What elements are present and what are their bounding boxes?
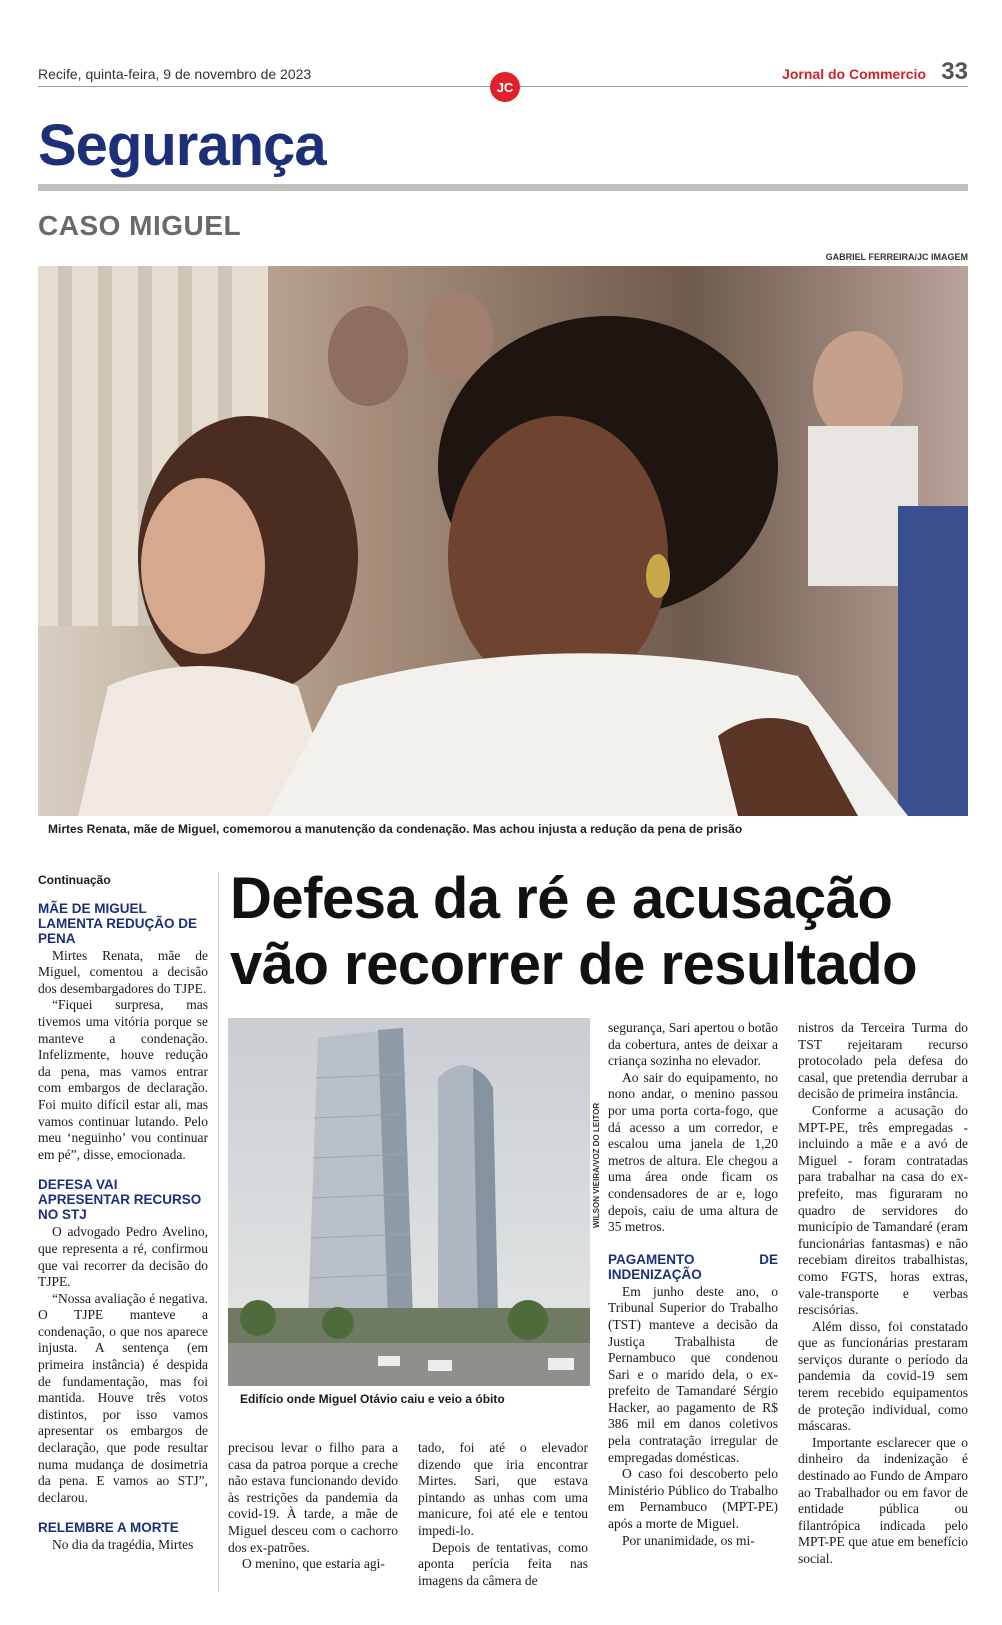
section-title: Segurança (38, 113, 326, 178)
paragraph: Conforme a acusação do MPT-PE, três empregadas - incluindo a mãe e a avó de Miguel - foram contratadas para trabalhar na casa do ex-prefeito, mas figuraram no quadro de servidores do município de Tamandaré (eram funcionárias fantasmas) e não recebiam direitos trabalhistas, como FGTS, horas extras, vale-transporte e verbas rescisórias. (798, 1102, 968, 1318)
paragraph: Em junho deste ano, o Tribunal Superior do Trabalho (TST) manteve a decisão da Justiça Trabalhista de Pernambuco que condenou Sari e o marido dela, o ex-prefeito de Tamandaré Sérgio Hacker, ao pagamento de R$ 386 mil em danos coletivos pela contratação irregular de empregadas domésticas. (608, 1283, 778, 1465)
paragraph: Importante esclarecer que o dinheiro da indenização é destinado ao Fundo de Amparo ao Trabalhador ou em favor de entidade pública ou filantrópica indicada pelo MPT-PE que atue em benefício social. (798, 1434, 968, 1566)
paragraph: O menino, que estaria agi- (242, 1556, 385, 1572)
paragraph: segurança, Sari apertou o botão da cobertura, antes de deixar a criança sozinha no elevador. (608, 1020, 778, 1069)
publication-date: Recife, quinta-feira, 9 de novembro de 2023 (38, 66, 312, 82)
paragraph: precisou levar o filho para a casa da patroa porque a creche não estava funcionando devido às restrições da pandemia da covid-19. À tarde, a mãe de Miguel desceu com o cachorro dos ex-patrões. (228, 1440, 398, 1555)
paragraph: No dia da tragédia, Mirtes (52, 1537, 194, 1553)
article-column-2 (418, 1440, 588, 1589)
newspaper-brand: Jornal do Commercio (782, 66, 926, 82)
paragraph: Por unanimidade, os mi- (622, 1532, 755, 1548)
section-divider (38, 184, 968, 191)
sidebar-continuation (38, 872, 208, 1554)
paragraph: Depois de tentativas, como aponta perícia feita nas imagens da câmera de (418, 1539, 588, 1588)
paragraph: nistros da Terceira Turma do TST rejeitaram recurso protocolado pela defesa do casal, que pretendia derrubar a decisão de primeira instância. (798, 1020, 968, 1102)
subhead-pagamento: PAGAMENTO DE INDENIZAÇÃO (608, 1251, 778, 1282)
subhead-defesa: DEFESA VAI APRESENTAR RECURSO NO STJ (38, 1177, 202, 1223)
photo-caption: Mirtes Renata, mãe de Miguel, comemorou a manutenção da condenação. Mas achou injusta a redução da pena de prisão (48, 822, 743, 836)
paragraph: tado, foi até o elevador dizendo que iria encontrar Mirtes. Sari, que estava pintando as unhas com uma manicure, foi até ele e tentou impedi-lo. (418, 1440, 588, 1538)
building-photo-illustration (228, 1018, 590, 1386)
subhead-relembre: RELEMBRE A MORTE (38, 1520, 179, 1536)
paragraph: Mirtes Renata, mãe de Miguel, comentou a decisão dos desembargadores do TJPE. (38, 947, 208, 996)
main-photo-illustration (38, 266, 968, 816)
paragraph: Ao sair do equipamento, no nono andar, o menino passou por uma porta corta-fogo, que dá acesso a um corredor, e escalou uma janela de 1,20 metros de altura. Ele chegou a uma área onde ficam os condensadores de ar e, logo depois, caiu de uma altura de 35 metros. (608, 1069, 778, 1235)
article-column-4 (798, 1020, 968, 1568)
paragraph: O advogado Pedro Avelino, que representa a ré, confirmou que vai recorrer da decisão do TJPE. (38, 1224, 208, 1290)
paragraph: “Nossa avaliação é negativa. O TJPE manteve a condenação, o que nos aparece injusta. A sentença (em primeira instância) é despida de fundamentação, mas foi mantida. Houve três votos distintos, por isso vamos apresentar os embargos de declaração, que pode resultar numa mudança de dosimetria da pena. E vamos ao STJ”, declarou. (38, 1290, 208, 1505)
page-header (38, 58, 968, 95)
subhead-mae: MÃE DE MIGUEL LAMENTA REDUÇÃO DE PENA (38, 900, 197, 946)
column-divider (218, 872, 219, 1592)
paragraph: O caso foi descoberto pelo Ministério Público do Trabalho em Pernambuco (MPT-PE) após a morte de Miguel. (608, 1466, 778, 1532)
article-column-3 (608, 1020, 778, 1549)
article-headline: Defesa da ré e acusação vão recorrer de resultado (230, 866, 918, 997)
article-column-1 (228, 1440, 398, 1573)
jc-logo: JC (490, 72, 520, 102)
building-photo-caption: Edifício onde Miguel Otávio caiu e veio a óbito (240, 1392, 505, 1406)
story-kicker: CASO MIGUEL (38, 210, 242, 241)
photo-credit: GABRIEL FERREIRA/JC IMAGEM (825, 252, 968, 262)
paragraph: Além disso, foi constatado que as funcionárias prestaram serviços durante o período da pandemia da covid-19 sem terem recebido equipamentos de proteção individual, como máscaras. (798, 1318, 968, 1434)
continuation-label: Continuação (38, 873, 111, 887)
paragraph: “Fiquei surpresa, mas tivemos uma vitória porque se manteve a condenação. Infelizmente, houve redução da pena, mas vamos entrar com embargos de declaração. Foi muito difícil estar ali, mas vamos continuar lutando. Pelo meu ‘neguinho’ vou continuar em pé”, disse, emocionada. (38, 997, 208, 1162)
page-number: 33 (941, 58, 968, 85)
main-photo (38, 266, 968, 816)
building-photo-credit: WILSON VIEIRA/VOZ DO LEITOR (592, 1102, 601, 1228)
building-photo (228, 1018, 590, 1386)
